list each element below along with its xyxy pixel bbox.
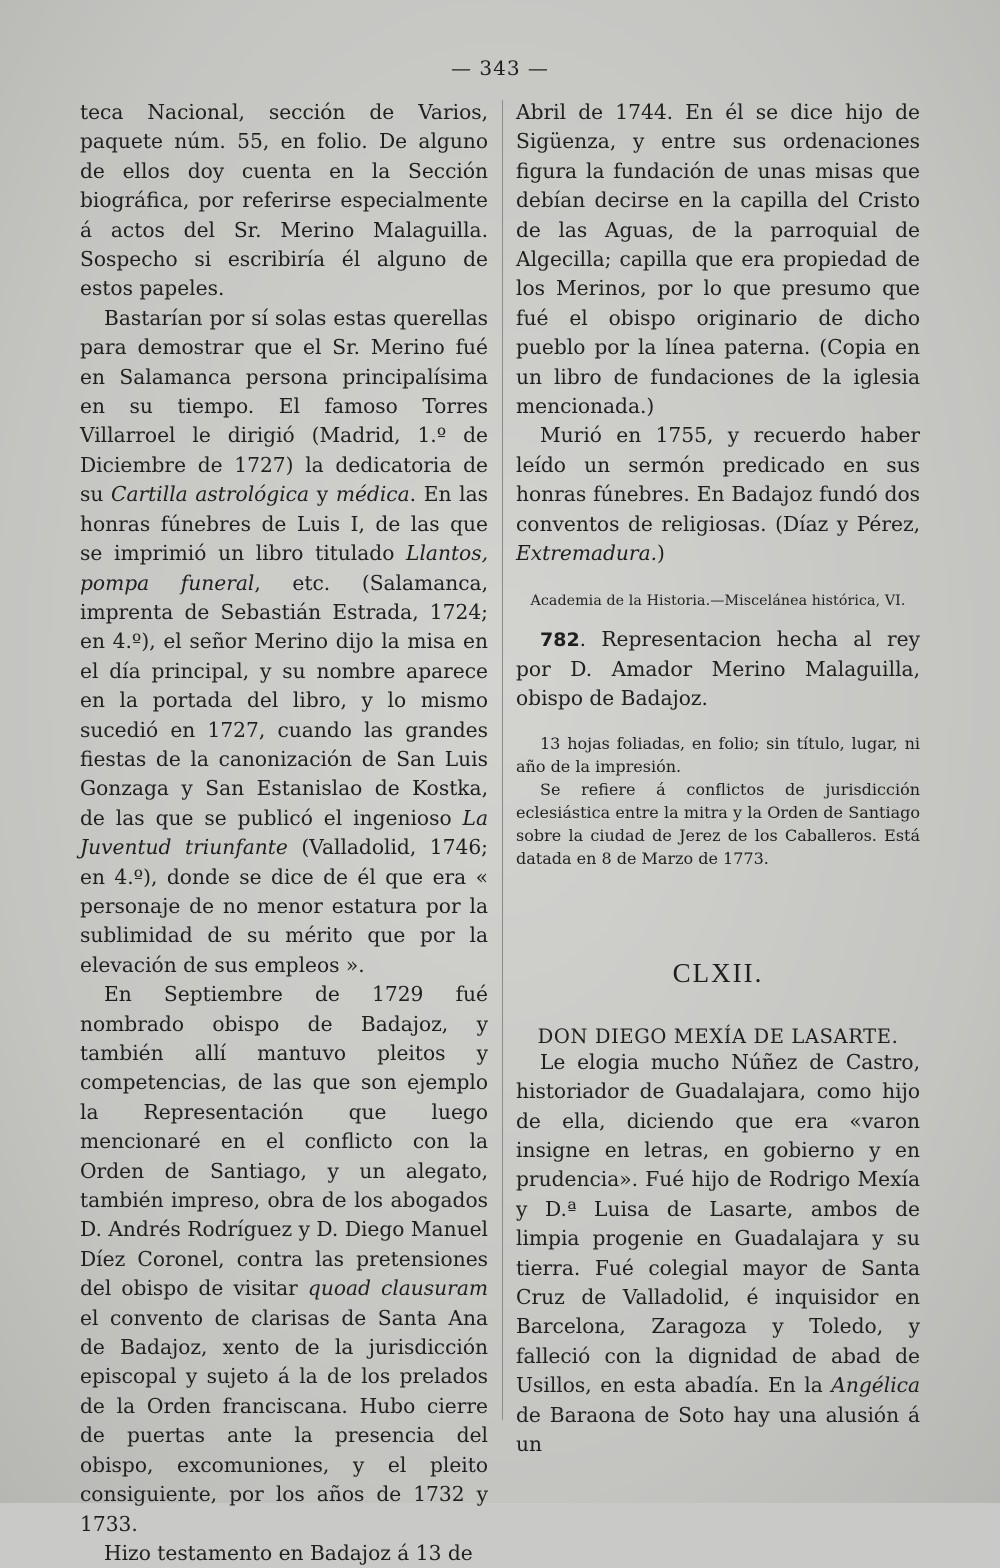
paragraph: Hizo testamento en Badajoz á 13 de (104, 1540, 473, 1565)
book-title: Extremadura. (516, 541, 658, 566)
paragraph (516, 421, 920, 568)
entry-number: 782 (540, 628, 580, 651)
text-run: de Baraona de Soto hay una alusión á un (516, 1402, 920, 1456)
chapter-title: DON DIEGO MEXÍA DE LASARTE. (537, 1024, 899, 1048)
book-title: Angélica (831, 1373, 920, 1398)
paragraph (516, 1048, 920, 1460)
page-number: — 343 — (451, 56, 549, 80)
chapter-number: CLXII. (672, 957, 764, 988)
text-run: Bastarían por sí solas estas querellas para demostrar que el Sr. Merino fué en Salamanca persona principalísima en su tiempo. El famoso Torres Villarroel le dirigió (Madrid, 1.º de Diciembre de 1727) la dedicatoria de su (80, 305, 488, 507)
paragraph (80, 304, 488, 980)
text-run: Murió en 1755, y recuerdo haber leído un sermón predicado en sus honras fúnebres. En Badajoz fundó dos conventos de religiosas. (Díaz y Pérez, (516, 423, 920, 536)
text-run: , etc. (Salamanca, imprenta de Sebastián Estrada, 1724; en 4.º), el señor Merino dijo la misa en el día principal, y su nombre aparece en la portada del libro, y lo mismo sucedió en 1727, cuando las grandes fiestas de la canonización de San Luis Gonzaga y San Estanislao de Kostka, de las que se publicó el ingenioso (80, 570, 488, 830)
column-divider (502, 100, 503, 1420)
latin-phrase: quoad clausuram (307, 1276, 488, 1301)
book-title: La Juventud triunfante (80, 805, 488, 860)
text-run: En Septiembre de 1729 fué nombrado obispo de Badajoz, y también allí mantuvo pleitos y competencias, de las que son ejemplo la Representación que luego mencionaré en el conflicto con la Orden de Santiago, y un alegato, también impreso, obra de los abogados D. Andrés Rodríguez y D. Diego Manuel Díez Coronel, contra las pretensiones del obispo de visitar (80, 982, 488, 1301)
text-run: y (309, 482, 336, 507)
text-run: el convento de clarisas de Santa Ana de Badajoz, xento de la jurisdicción episcopal y sujeto á la de los prelados de la Orden franciscana. Hubo cierre de puertas ante la presencia del obispo, excomuniones, y el pleito consiguiente, por los años de 1732 y 1733. (80, 1305, 488, 1536)
source-citation: Academia de la Historia.—Miscelánea histórica, VI. (530, 592, 906, 609)
book-title: Llantos, pompa funeral (80, 541, 488, 595)
left-column (80, 98, 488, 1568)
entry-notes (516, 732, 920, 870)
text-run: . En las honras fúnebres de Luis I, de las que se imprimió un libro titulado (80, 482, 488, 566)
entry-note: Se refiere á conflictos de jurisdicción eclesiástica entre la mitra y la Orden de Santiago sobre la ciudad de Jerez de los Caballeros. Está datada en 8 de Marzo de 1773. (516, 779, 920, 868)
paragraph: Abril de 1744. En él se dice hijo de Sigüenza, y entre sus ordenaciones figura la fundación de unas misas que debían decirse en la capilla del Cristo de las Aguas, de la parroquial de Algecilla; capilla que era propiedad de los Merinos, por lo que presumo que fué el obispo originario de dicho pueblo por la línea paterna. (Copia en un libro de fundaciones de la iglesia mencionada.) (516, 100, 920, 419)
paragraph: teca Nacional, sección de Varios, paquete núm. 55, en folio. De alguno de ellos doy cuenta en la Sección biográfica, por referirse especialmente á actos del Sr. Merino Malaguilla. Sospecho si escribiría él alguno de estos papeles. (80, 100, 488, 301)
right-column (516, 98, 920, 1459)
book-title: Cartilla astrológica (111, 482, 310, 507)
entry-note: 13 hojas foliadas, en folio; sin título, lugar, ni año de la impresión. (516, 733, 920, 776)
catalog-entry (516, 625, 920, 714)
paragraph (80, 980, 488, 1539)
text-run: (Valladolid, 1746; en 4.º), donde se dice de él que era « personaje de no menor estatura por la sublimidad de su mérito que por la elevación de sus empleos ». (80, 835, 488, 977)
entry-text: . Representacion hecha al rey por D. Amador Merino Malaguilla, obispo de Badajoz. (516, 626, 920, 711)
text-run: ) (657, 541, 665, 566)
book-title: médica (335, 482, 410, 507)
text-run: Le elogia mucho Núñez de Castro, historiador de Guadalajara, como hijo de ella, diciendo que era «varon insigne en letras, en gobierno y en prudencia». Fué hijo de Rodrigo Mexía y D.ª Luisa de Lasarte, ambos de limpia progenie en Guadalajara y su tierra. Fué colegial mayor de Santa Cruz de Valladolid, é inquisidor en Barcelona, Zaragoza y Toledo, y falleció con la dignidad de abad de Usillos, en esta abadía. En la (516, 1049, 920, 1398)
